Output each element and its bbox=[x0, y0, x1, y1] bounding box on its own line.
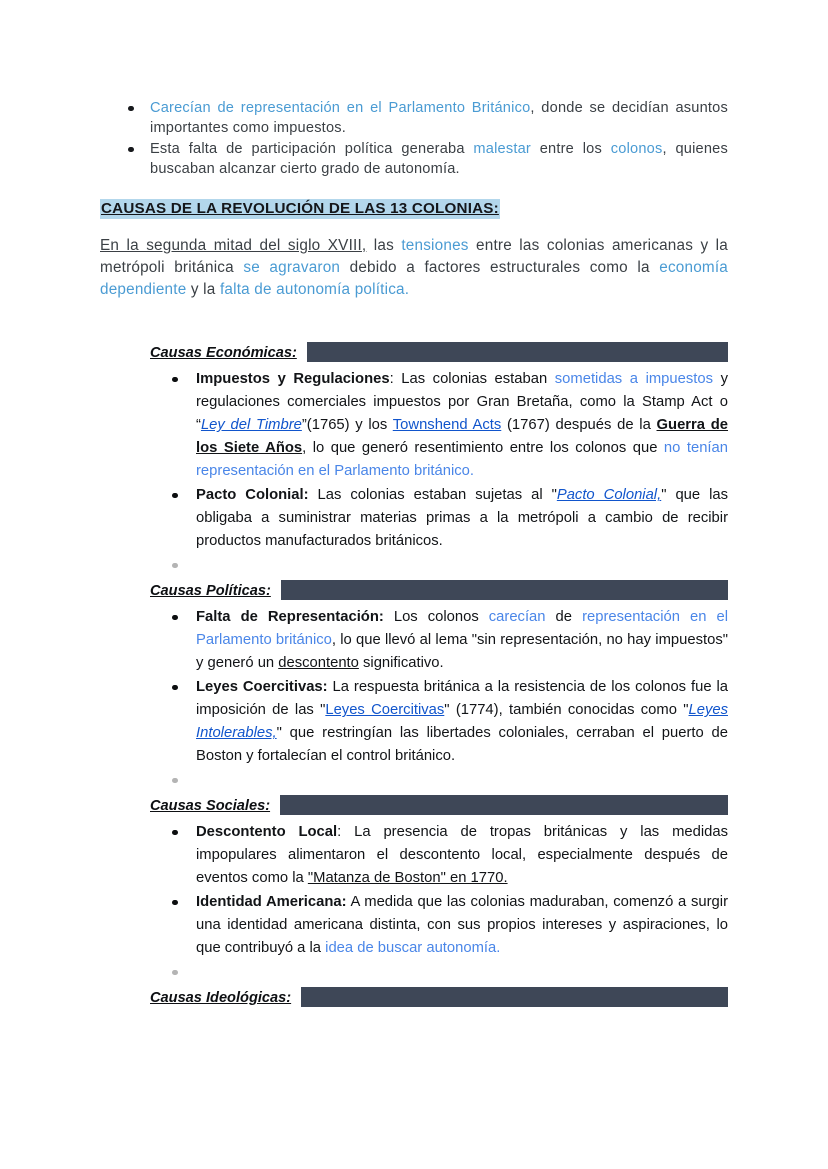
text-run: sometidas a impuestos bbox=[554, 371, 714, 388]
top-bullet-list bbox=[100, 98, 728, 179]
text-run: , lo que generó resentimiento entre los colonos que bbox=[302, 440, 664, 457]
text-run: Descontento Local bbox=[196, 824, 338, 841]
empty-bullet-item bbox=[196, 961, 728, 979]
text-run: significativo. bbox=[358, 655, 444, 672]
text-run: tensiones bbox=[401, 237, 469, 254]
text-run: Pacto Colonial: bbox=[196, 487, 309, 504]
hyperlink[interactable]: Leyes Intolerables, bbox=[196, 702, 728, 742]
text-run: Los colonos bbox=[383, 609, 489, 626]
text-run: , donde se decidían asuntos importantes como impuestos. bbox=[150, 100, 728, 136]
section-title: Causas Sociales: bbox=[128, 795, 280, 815]
hyperlink[interactable]: Ley del Timbre bbox=[200, 417, 302, 434]
page-title bbox=[100, 200, 728, 217]
sections bbox=[100, 342, 728, 1007]
intro-paragraph bbox=[100, 235, 728, 300]
section-header bbox=[128, 342, 728, 362]
bullet-item bbox=[150, 139, 728, 179]
bullet-item bbox=[196, 484, 728, 553]
text-run: , lo que llevó al lema "sin representación, no hay impuestos" y generó un bbox=[196, 632, 728, 672]
text-run: y la bbox=[186, 280, 220, 298]
highlighted-heading-text: CAUSAS DE LA REVOLUCIÓN DE LAS 13 COLONIAS: bbox=[101, 200, 499, 217]
text-run: " (1774), también conocidas como " bbox=[444, 702, 689, 719]
hyperlink[interactable]: Pacto Colonial, bbox=[556, 487, 662, 504]
text-run: Carecían de representación en el Parlamento Británico bbox=[150, 100, 531, 116]
section-title-bar bbox=[307, 342, 728, 362]
bullet-item bbox=[196, 821, 728, 890]
empty-bullet-item bbox=[196, 769, 728, 787]
text-run: , quienes buscaban alcanzar cierto grado de autonomía. bbox=[150, 141, 728, 177]
text-run: carecían bbox=[488, 609, 546, 626]
text-run: " que restringían las libertades coloniales, cerraban el puerto de Boston y fortalecían el control británico. bbox=[196, 725, 728, 765]
text-run: debido a factores estructurales como la bbox=[340, 258, 660, 276]
text-run: En la segunda mitad del siglo XVIII, bbox=[100, 237, 367, 254]
section bbox=[100, 580, 728, 787]
text-run: se agravaron bbox=[243, 258, 341, 276]
hyperlink[interactable]: Townshend Acts bbox=[392, 417, 502, 434]
section-title-bar bbox=[301, 987, 728, 1007]
text-run: falta de autonomía política. bbox=[219, 280, 410, 298]
text-run: descontento bbox=[278, 655, 359, 672]
section bbox=[100, 795, 728, 979]
section-title: Causas Económicas: bbox=[128, 342, 307, 362]
text-run: economía dependiente bbox=[100, 258, 729, 298]
section-header bbox=[128, 795, 728, 815]
text-run: : Las colonias estaban bbox=[389, 371, 555, 388]
text-run: Identidad Americana: bbox=[196, 894, 347, 911]
section-bullet-list bbox=[100, 606, 728, 787]
section bbox=[100, 987, 728, 1007]
text-run: ”(1765) y los bbox=[301, 417, 393, 434]
text-run: " que las obligaba a suministrar materias primas a la metrópoli a cambio de recibir productos manufacturados británicos. bbox=[196, 487, 729, 550]
section-bullet-list bbox=[100, 821, 728, 979]
text-run: Guerra de los Siete Años bbox=[196, 417, 729, 457]
text-run: idea de buscar autonomía. bbox=[325, 940, 501, 957]
section-title: Causas Políticas: bbox=[128, 580, 281, 600]
text-run: entre las colonias americanas y la metrópoli británica bbox=[100, 237, 728, 276]
text-run: : La presencia de tropas británicas y las medidas impopulares alimentaron el descontento local, especialmente después de eventos como la bbox=[196, 824, 728, 887]
text-run: entre los bbox=[530, 141, 611, 157]
text-run: Falta de Representación: bbox=[196, 609, 384, 626]
text-run: colonos bbox=[610, 141, 663, 157]
bullet-item bbox=[196, 368, 728, 483]
text-run: (1767) después de la bbox=[501, 417, 657, 434]
text-run: Impuestos y Regulaciones bbox=[196, 371, 390, 388]
text-run: La respuesta británica a la resistencia de los colonos fue la imposición de las " bbox=[196, 679, 728, 719]
hyperlink[interactable]: Leyes Coercitivas bbox=[325, 702, 445, 719]
text-run: representación en el Parlamento británico bbox=[196, 609, 728, 649]
text-run: las bbox=[366, 237, 402, 254]
text-run: "Matanza de Boston" en 1770. bbox=[307, 870, 508, 887]
bullet-item bbox=[196, 676, 728, 768]
section-title-bar bbox=[281, 580, 728, 600]
text-run: A medida que las colonias maduraban, comenzó a surgir una identidad americana distinta, con sus propios intereses y aspiraciones, lo que contribuyó a la bbox=[196, 894, 728, 957]
text-run: Leyes Coercitivas: bbox=[196, 679, 328, 696]
bullet-item bbox=[196, 891, 728, 960]
section bbox=[100, 342, 728, 572]
section-bullet-list bbox=[100, 368, 728, 572]
bullet-item bbox=[196, 606, 728, 675]
text-run: de bbox=[545, 609, 583, 626]
text-run: Las colonias estaban sujetas al " bbox=[308, 487, 557, 504]
text-run: y regulaciones comerciales impuestos por Gran Bretaña, como la Stamp Act o “ bbox=[196, 371, 728, 434]
text-run: no tenían representación en el Parlamento británico. bbox=[196, 440, 728, 480]
section-header bbox=[128, 987, 728, 1007]
document-content bbox=[100, 98, 728, 1013]
text-run: Esta falta de participación política generaba bbox=[150, 141, 474, 157]
section-title: Causas Ideológicas: bbox=[128, 987, 301, 1007]
empty-bullet-item bbox=[196, 554, 728, 572]
section-header bbox=[128, 580, 728, 600]
section-title-bar bbox=[280, 795, 728, 815]
text-run: malestar bbox=[473, 141, 531, 157]
bullet-item bbox=[150, 98, 728, 138]
